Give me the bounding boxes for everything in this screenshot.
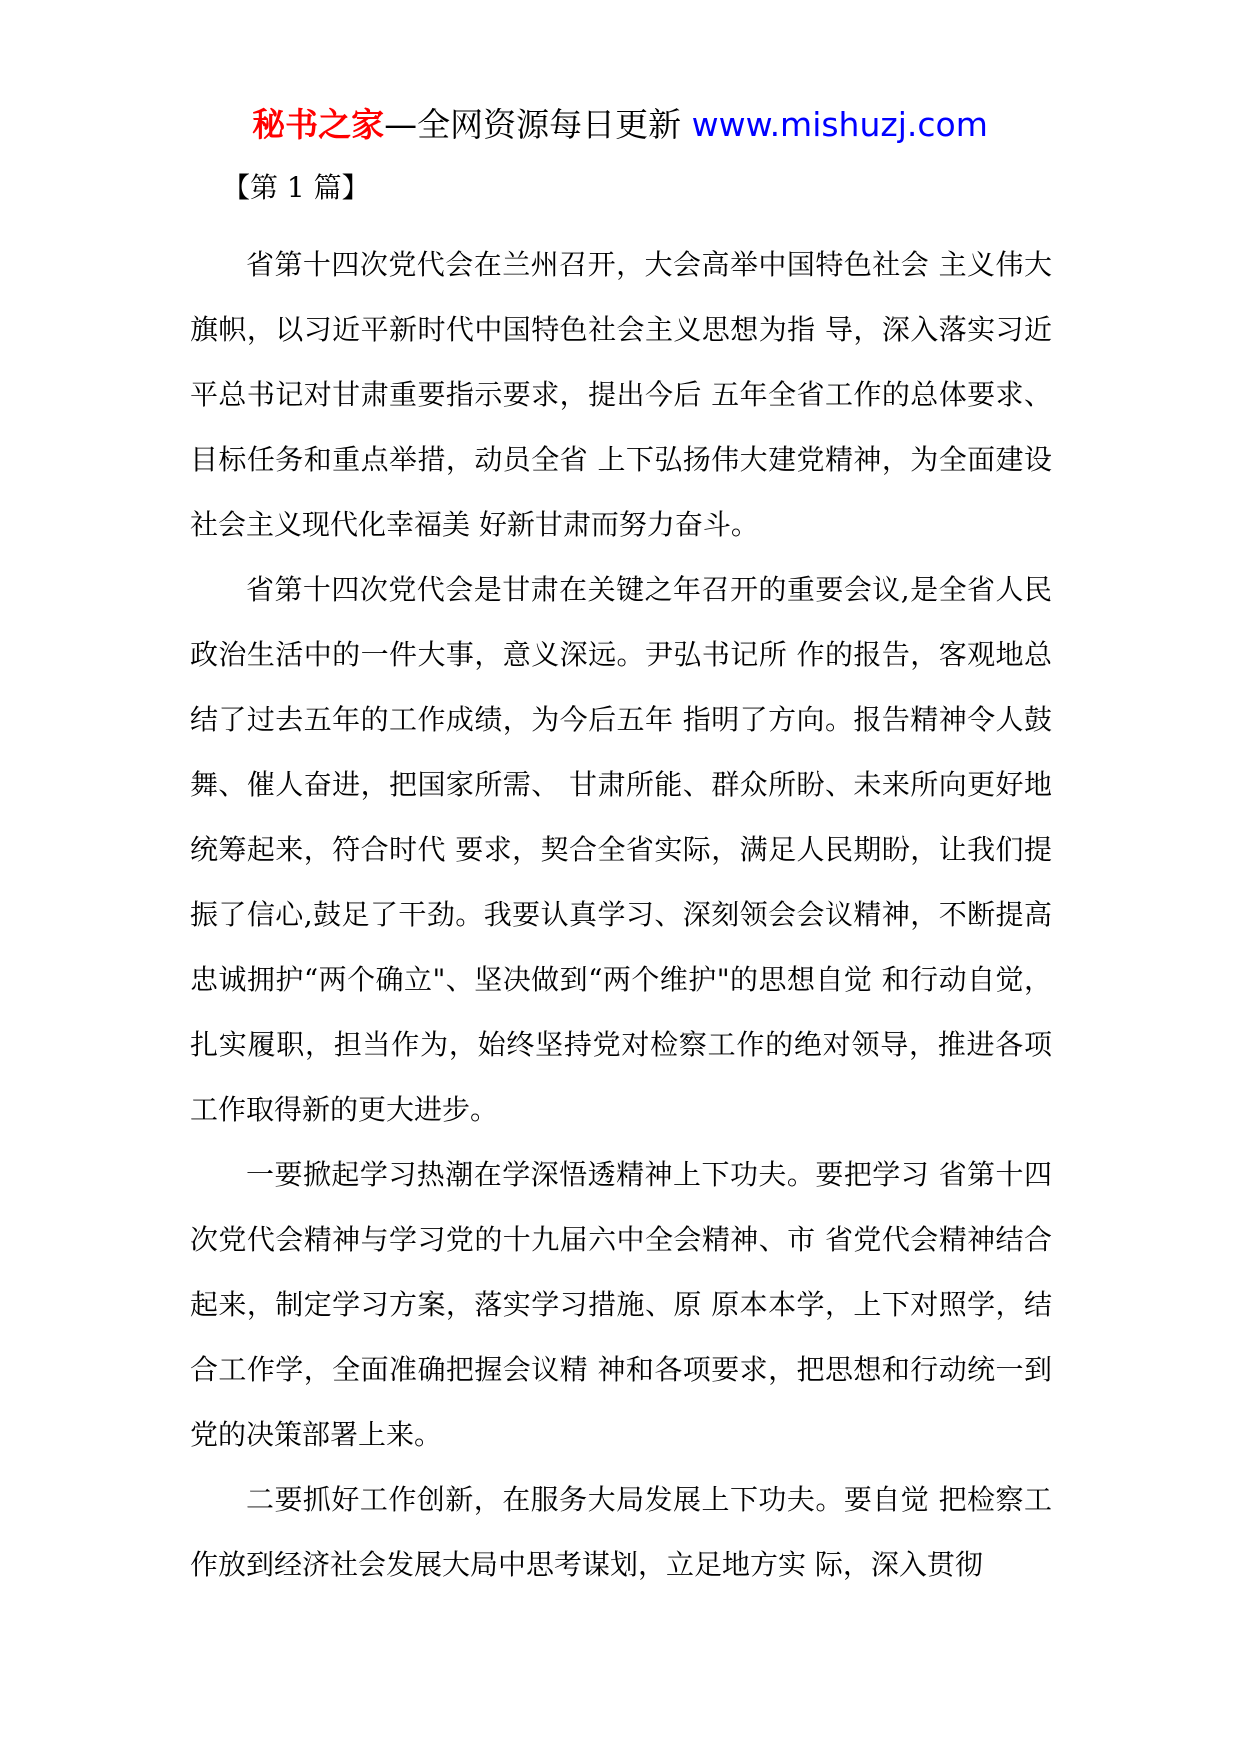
site-url-link[interactable]: www.mishuzj.com (691, 105, 988, 144)
header-tagline: —全网资源每日更新 (384, 105, 692, 144)
paragraph: 省第十四次党代会在兰州召开，大会高举中国特色社会 主义伟大旗帜，以习近平新时代中国特色社会主义思想为指 导，深入落实习近平总书记对甘肃重要指示要求，提出今后 五年全省工作的总体要求、目标任务和重点举措，动员全省 上下弘扬伟大建党精神，为全面建设社会主义现代化幸福美 好新甘肃而努力奋斗。 (190, 248, 1052, 541)
section-marker: 【第 1 篇】 (222, 171, 370, 204)
brand-name: 秘书之家 (252, 105, 385, 144)
paragraph: 二要抓好工作创新，在服务大局发展上下功夫。要自觉 把检察工作放到经济社会发展大局中思考谋划，立足地方实 际，深入贯彻 (190, 1483, 1052, 1581)
document-body (190, 232, 1052, 1597)
paragraph: 省第十四次党代会是甘肃在关键之年召开的重要会议,是全省人民政治生活中的一件大事，意义深远。尹弘书记所 作的报告，客观地总结了过去五年的工作成绩，为今后五年 指明了方向。报告精神令人鼓舞、催人奋进，把国家所需、 甘肃所能、群众所盼、未来所向更好地统筹起来，符合时代 要求，契合全省实际，满足人民期盼，让我们提振了信心,鼓足了干劲。我要认真学习、深刻领会会议精神，不断提高 忠诚拥护“两个确立"、坚决做到“两个维护"的思想自觉 和行动自觉，扎实履职，担当作为，始终坚持党对检察工作的绝对领导，推进各项工作取得新的更大进步。 (190, 573, 1052, 1126)
page-header (0, 100, 1240, 150)
paragraph: 一要掀起学习热潮在学深悟透精神上下功夫。要把学习 省第十四次党代会精神与学习党的十九届六中全会精神、市 省党代会精神结合起来，制定学习方案，落实学习措施、原 原本本学，上下对照学，结合工作学，全面准确把握会议精 神和各项要求，把思想和行动统一到党的决策部署上来。 (190, 1158, 1052, 1451)
